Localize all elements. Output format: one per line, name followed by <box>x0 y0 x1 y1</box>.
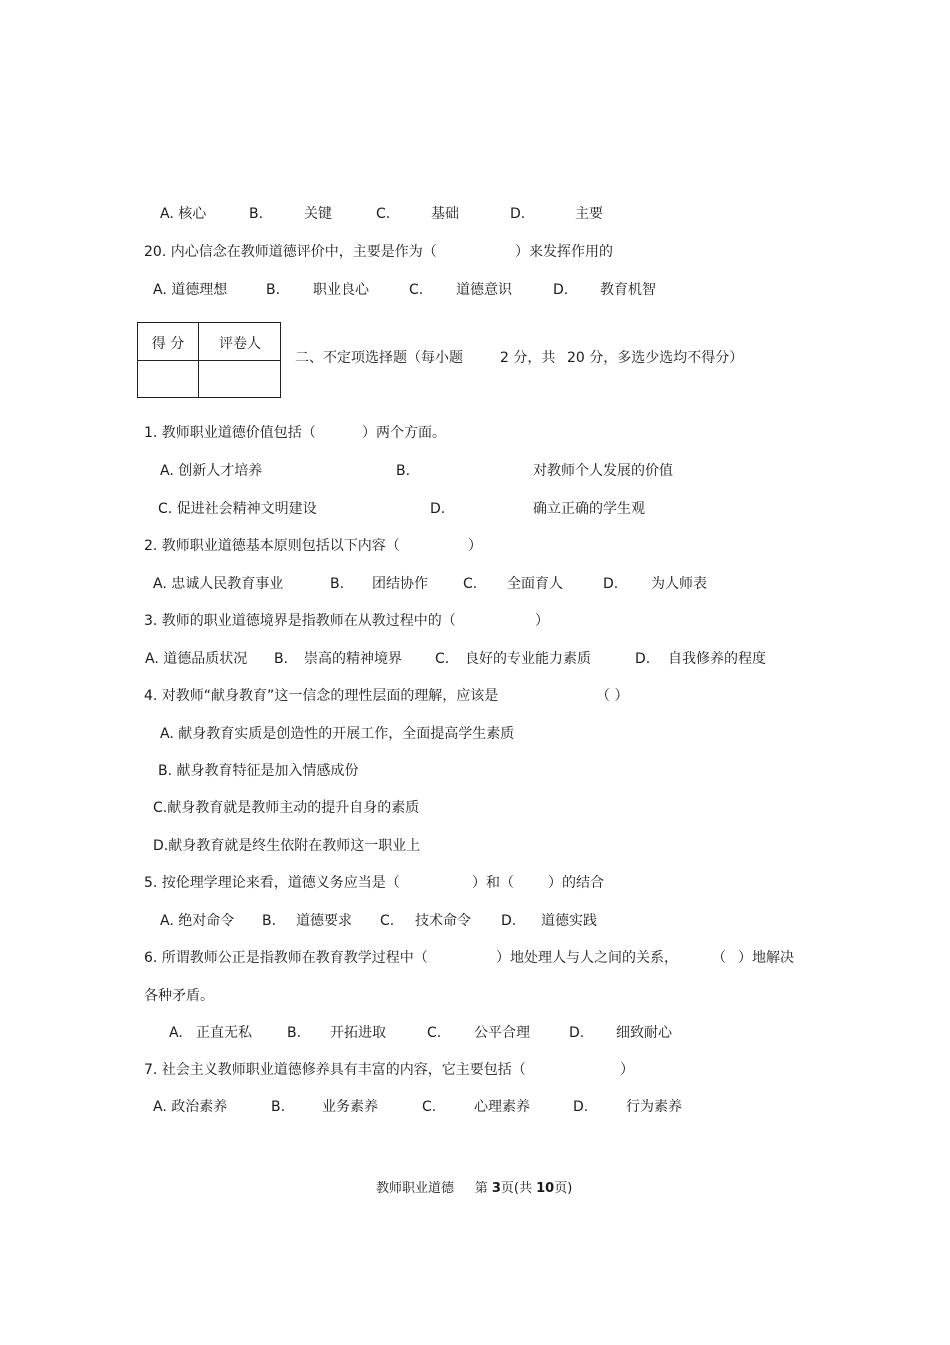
q3-option-b-letter: B. <box>274 651 289 667</box>
footer-page-total: 10 <box>536 1181 555 1196</box>
q5-option-a: A. 绝对命令 <box>160 913 235 929</box>
q20-option-b-text: 职业良心 <box>313 282 369 298</box>
q3-option-d-letter: D. <box>635 651 651 667</box>
section2-heading: 二、不定项选择题（每小题 <box>295 350 463 366</box>
q6-option-a-text: 正直无私 <box>196 1025 252 1041</box>
q3-option-c-letter: C. <box>435 651 450 667</box>
q1-stem-end: ）两个方面。 <box>362 425 446 441</box>
q7-stem-end: ） <box>620 1062 634 1078</box>
q1-option-d-letter: D. <box>430 501 446 517</box>
q2-option-d-letter: D. <box>603 576 619 592</box>
footer-page-number: 3 <box>491 1181 501 1196</box>
q7-stem: 7. 社会主义教师职业道德修养具有丰富的内容，它主要包括（ <box>144 1062 526 1078</box>
q3-option-d-text: 自我修养的程度 <box>668 651 766 667</box>
q4-option-b: B. 献身教育特征是加入情感成份 <box>158 763 359 779</box>
q19-option-d-text: 主要 <box>575 206 603 222</box>
footer-course: 教师职业道德 <box>376 1181 455 1196</box>
q20-option-a: A. 道德理想 <box>153 282 228 298</box>
q7-option-b-text: 业务素养 <box>322 1099 378 1115</box>
q6-option-b-letter: B. <box>287 1025 302 1041</box>
q2-option-b-letter: B. <box>330 576 345 592</box>
q6-option-a-letter: A. <box>169 1025 183 1041</box>
q2-stem: 2. 教师职业道德基本原则包括以下内容（ <box>144 538 400 554</box>
section2-heading-points: 2 分，共 <box>500 350 556 366</box>
q6-stem-mid: ）地处理人与人之间的关系， <box>496 950 678 966</box>
q4-option-a: A. 献身教育实质是创造性的开展工作，全面提高学生素质 <box>160 726 515 742</box>
q6-option-c-text: 公平合理 <box>474 1025 530 1041</box>
grader-label: 评卷人 <box>219 336 261 352</box>
q4-option-d: D.献身教育就是终生依附在教师这一职业上 <box>153 838 421 854</box>
q2-option-c-text: 全面育人 <box>507 576 563 592</box>
q6-stem-end: ）地解决 <box>738 950 794 966</box>
q2-option-b-text: 团结协作 <box>372 576 428 592</box>
q1-option-c: C. 促进社会精神文明建设 <box>158 501 317 517</box>
q5-stem-end: ）的结合 <box>548 875 604 891</box>
q7-option-c-letter: C. <box>422 1099 437 1115</box>
q2-stem-end: ） <box>468 538 482 554</box>
q20-stem: 20. 内心信念在教师道德评价中，主要是作为（ <box>144 244 437 260</box>
q3-stem: 3. 教师的职业道德境界是指教师在从教过程中的（ <box>144 613 456 629</box>
q6-option-c-letter: C. <box>427 1025 442 1041</box>
q3-option-c-text: 良好的专业能力素质 <box>465 651 591 667</box>
q19-option-c-letter: C. <box>376 206 391 222</box>
q20-option-b-letter: B. <box>266 282 281 298</box>
q2-option-a: A. 忠诚人民教育事业 <box>153 576 284 592</box>
q5-stem-mid: ）和（ <box>472 875 514 891</box>
q4-stem-blank: （ ） <box>596 688 629 704</box>
q5-stem: 5. 按伦理学理论来看，道德义务应当是（ <box>144 875 400 891</box>
q20-option-d-letter: D. <box>553 282 569 298</box>
q4-stem: 4. 对教师“献身教育”这一信念的理性层面的理解，应该是 <box>144 688 499 704</box>
q2-option-d-text: 为人师表 <box>651 576 707 592</box>
q1-option-d-text: 确立正确的学生观 <box>533 501 645 517</box>
section2-heading-total: 20 分，多选少选均不得分） <box>567 350 744 366</box>
q7-option-b-letter: B. <box>271 1099 286 1115</box>
q20-option-d-text: 教育机智 <box>600 282 656 298</box>
q5-option-c-text: 技术命令 <box>415 913 471 929</box>
q3-option-b-text: 崇高的精神境界 <box>304 651 402 667</box>
q6-option-b-text: 开拓进取 <box>330 1025 386 1041</box>
q19-option-a: A. 核心 <box>160 206 207 222</box>
q2-option-c-letter: C. <box>463 576 478 592</box>
q5-option-b-letter: B. <box>262 913 277 929</box>
q5-option-d-text: 道德实践 <box>541 913 597 929</box>
score-label: 得 分 <box>151 336 185 352</box>
q6-option-d-letter: D. <box>569 1025 585 1041</box>
q19-option-b-letter: B. <box>249 206 264 222</box>
q20-option-c-text: 道德意识 <box>456 282 512 298</box>
q19-option-b-text: 关键 <box>304 206 332 222</box>
q5-option-d-letter: D. <box>501 913 517 929</box>
q19-option-d-letter: D. <box>510 206 526 222</box>
q19-option-c-text: 基础 <box>431 206 459 222</box>
q6-stem-paren: （ <box>712 950 726 966</box>
q1-stem: 1. 教师职业道德价值包括（ <box>144 425 316 441</box>
page-footer <box>376 1177 572 1196</box>
q20-option-c-letter: C. <box>409 282 424 298</box>
q5-option-c-letter: C. <box>380 913 395 929</box>
footer-page-prefix: 第 <box>474 1181 488 1196</box>
q6-option-d-text: 细致耐心 <box>616 1025 672 1041</box>
q7-option-a: A. 政治素养 <box>153 1099 228 1115</box>
q6-stem-continued: 各种矛盾。 <box>144 988 214 1004</box>
footer-page-mid: 页(共 <box>500 1181 532 1196</box>
q3-option-a: A. 道德品质状况 <box>145 651 248 667</box>
q7-option-d-text: 行为素养 <box>626 1099 682 1115</box>
q1-option-b-letter: B. <box>396 463 411 479</box>
q7-option-d-letter: D. <box>573 1099 589 1115</box>
q7-option-c-text: 心理素养 <box>474 1099 530 1115</box>
score-table <box>137 322 281 398</box>
footer-page-suffix: 页) <box>554 1181 573 1196</box>
q4-option-c: C.献身教育就是教师主动的提升自身的素质 <box>153 800 420 816</box>
q1-option-b-text: 对教师个人发展的价值 <box>533 463 673 479</box>
q6-stem: 6. 所谓教师公正是指教师在教育教学过程中（ <box>144 950 428 966</box>
q3-stem-end: ） <box>535 613 549 629</box>
q1-option-a: A. 创新人才培养 <box>160 463 263 479</box>
q20-stem-end: ）来发挥作用的 <box>515 244 613 260</box>
q5-option-b-text: 道德要求 <box>296 913 352 929</box>
